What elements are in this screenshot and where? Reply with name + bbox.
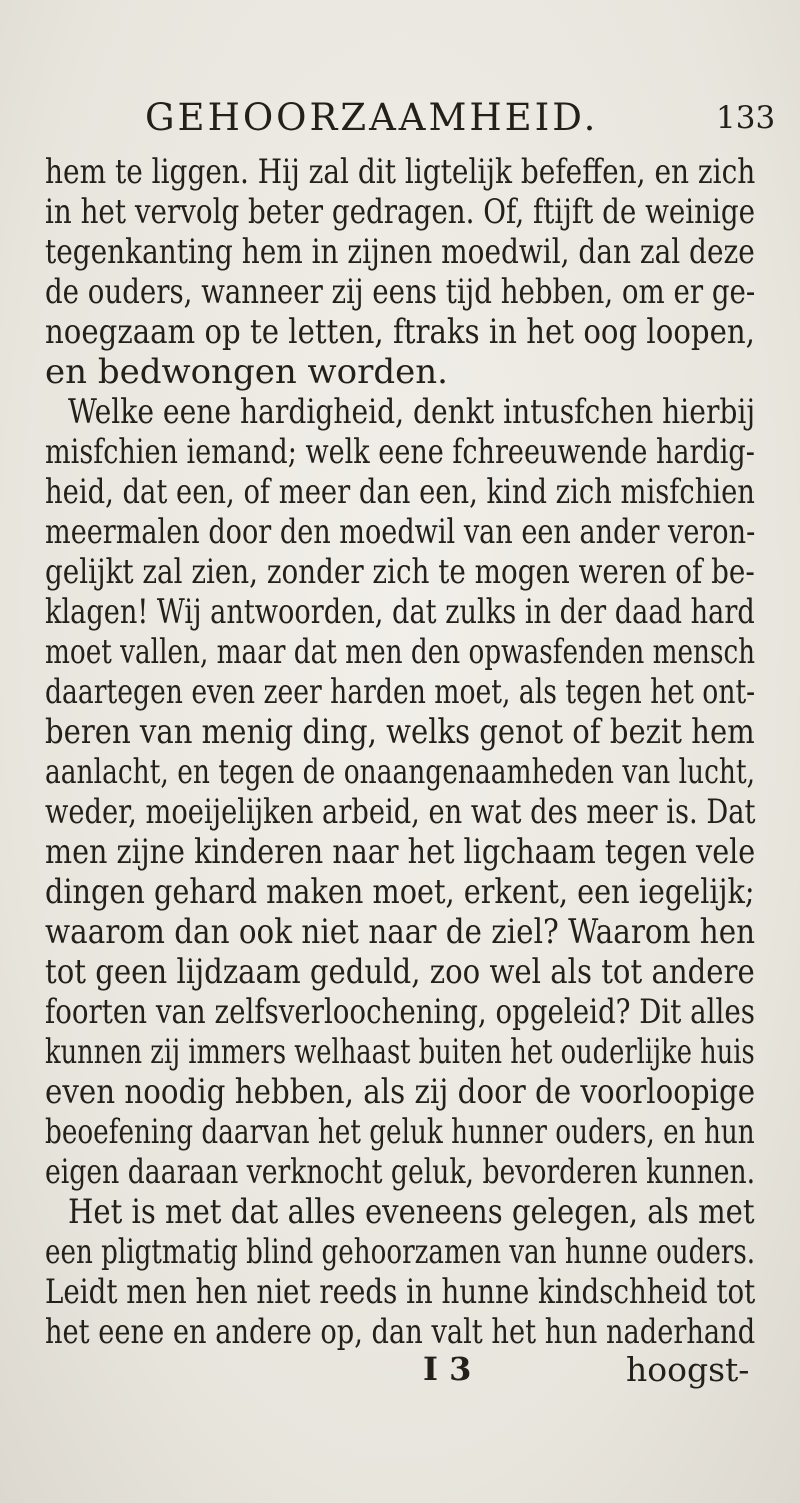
catchword: hoogst-	[626, 1350, 750, 1389]
signature-mark: I 3	[423, 1350, 472, 1388]
text-line: aanlacht, en tegen de onaangenaamheden van lucht,	[45, 752, 756, 792]
page-header	[0, 96, 800, 146]
text-line: noegzaam op te letten, ftraks in het oog loopen,	[45, 312, 755, 352]
text-line: dingen gehard maken moet, erkent, een iegelijk;	[45, 872, 755, 912]
text-line: Welke eene hardigheid, denkt intusfchen hierbij	[68, 392, 756, 432]
text-line: gelijkt zal zien, zonder zich te mogen weren of be-	[45, 552, 755, 592]
text-line: misfchien iemand; welk eene fchreeuwende hardig-	[45, 432, 755, 472]
text-line: waarom dan ook niet naar de ziel? Waarom hen	[45, 912, 756, 952]
text-line: in het vervolg beter gedragen. Of, ftijft de weinige	[45, 192, 756, 232]
text-line: weder, moeijelijken arbeid, en wat des meer is. Dat	[45, 792, 756, 832]
text-line: klagen! Wij antwoorden, dat zulks in der daad hard	[45, 592, 755, 632]
text-line: meermalen door den moedwil van een ander veron-	[45, 512, 756, 552]
text-line: Leidt men hen niet reeds in hunne kindschheid tot	[45, 1272, 756, 1312]
text-line: een pligtmatig blind gehoorzamen van hunne ouders.	[45, 1232, 756, 1272]
text-line: eigen daaraan verknocht geluk, bevorderen kunnen.	[45, 1152, 756, 1192]
running-head: GEHOORZAAMHEID.	[145, 96, 599, 139]
text-line: beren van menig ding, welks genot of bezit hem	[45, 712, 755, 752]
text-line: heid, dat een, of meer dan een, kind zich misfchien	[45, 472, 755, 512]
text-line: even noodig hebben, als zij door de voorloopige	[45, 1072, 756, 1112]
text-line: daartegen even zeer harden moet, als tegen het ont-	[45, 672, 756, 712]
text-line: hem te liggen. Hij zal dit ligtelijk befeffen, en zich	[45, 152, 756, 192]
text-line: tegenkanting hem in zijnen moedwil, dan zal deze	[45, 232, 755, 272]
text-line: de ouders, wanneer zij eens tijd hebben, om er ge-	[45, 272, 756, 312]
text-line: en bedwongen worden.	[45, 352, 448, 392]
page-number: 133	[716, 100, 776, 136]
text-line: men zijne kinderen naar het ligchaam tegen vele	[45, 832, 756, 872]
text-line: kunnen zij immers welhaast buiten het ouderlijke huis	[45, 1032, 755, 1072]
text-line: beoefening daarvan het geluk hunner ouders, en hun	[45, 1112, 755, 1152]
text-line: het eene en andere op, dan valt het hun naderhand	[45, 1312, 756, 1352]
page-footer	[0, 1350, 800, 1394]
text-line: moet vallen, maar dat men den opwasfenden mensch	[45, 632, 756, 672]
text-line: Het is met dat alles eveneens gelegen, als met	[68, 1192, 755, 1232]
text-line: foorten van zelfsverloochening, opgeleid? Dit alles	[45, 992, 755, 1032]
text-line: tot geen lijdzaam geduld, zoo wel als tot andere	[45, 952, 755, 992]
